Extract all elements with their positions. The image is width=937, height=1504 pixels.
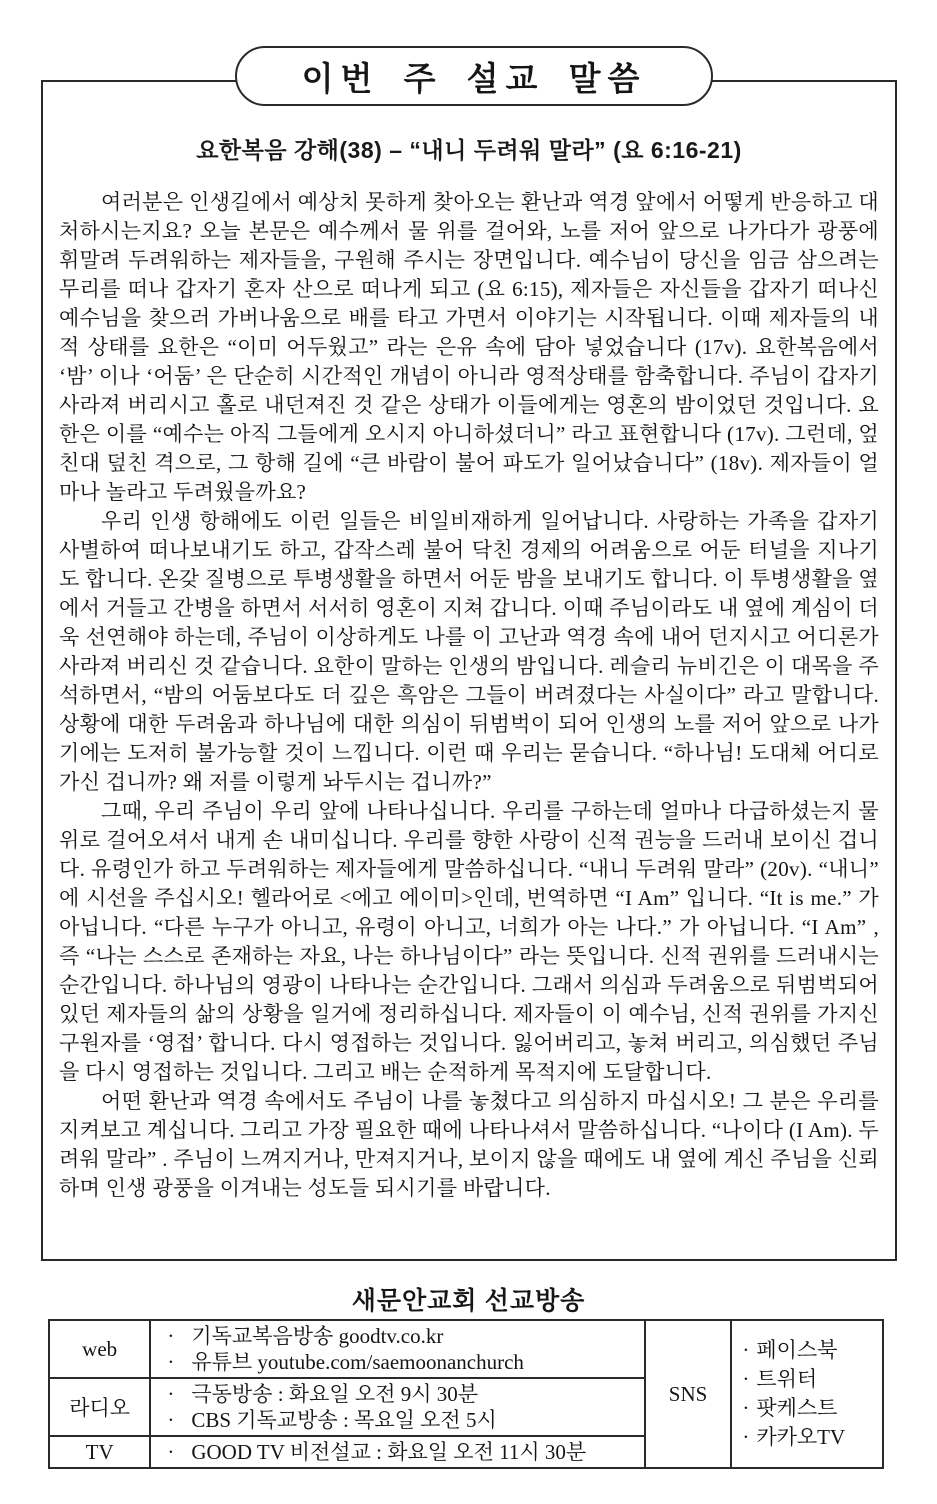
radio-item-febc: · 극동방송 : 화요일 오전 9시 30분 [163, 1381, 637, 1407]
web-row-label: web [49, 1320, 150, 1378]
tv-row-label: TV [49, 1436, 150, 1468]
web-item-youtube: · 유튜브 youtube.com/saemoonanchurch [163, 1349, 637, 1375]
tv-row-content [150, 1436, 644, 1468]
sermon-paragraph-2: 우리 인생 항해에도 이런 일들은 비일비재하게 일어납니다. 사랑하는 가족을 갑자기 사별하여 떠나보내기도 하고, 갑작스레 불어 닥친 경제의 어려움으로 어둔 터널을 지나기도 합니다. 온갖 질병으로 투병생활을 하면서 어둔 밤을 보내기도 합니다. 이 투병생활을 옆에서 거들고 간병을 하면서 서서히 영혼이 지쳐 갑니다. 이때 주님이라도 내 옆에 계심이 더욱 선연해야 하는데, 주님이 이상하게도 나를 이 고난과 역경 속에 내어 던지시고 어디론가 사라져 버리신 것 같습니다. 요한이 말하는 인생의 밤입니다. 레슬리 뉴비긴은 이 대목을 주석하면서, “밤의 어둠보다도 더 깊은 흑암은 그들이 버려졌다는 사실이다” 라고 말합니다. 상황에 대한 두려움과 하나님에 대한 의심이 뒤범벅이 되어 인생의 노를 저어 앞으로 나가기에는 도저히 불가능할 것이 느낍니다. 이런 때 우리는 묻습니다. “하나님! 도대체 어디로 가신 겁니까? 왜 저를 이렇게 놔두시는 겁니까?” [59, 509, 879, 794]
radio-row-label: 라디오 [49, 1378, 150, 1436]
sns-row-content [731, 1320, 883, 1468]
sns-row-label: SNS [645, 1320, 732, 1468]
table-row-web [49, 1320, 883, 1378]
sermon-body [59, 188, 879, 1203]
radio-item-cbs: · CBS 기독교방송 : 목요일 오전 5시 [163, 1407, 637, 1433]
web-row-content [150, 1320, 644, 1378]
header-title-pill [235, 46, 713, 106]
broadcast-section-title: 새문안교회 선교방송 [351, 1288, 586, 1315]
broadcast-table [48, 1319, 884, 1469]
radio-row-content [150, 1378, 644, 1436]
header-title: 이번 주 설교 말씀 [301, 59, 647, 97]
web-item-goodtv: · 기독교복음방송 goodtv.co.kr [163, 1323, 637, 1349]
tv-item-goodtv: · GOOD TV 비전설교 : 화요일 오전 11시 30분 [163, 1439, 637, 1465]
sns-item-facebook: · 페이스북 [742, 1336, 878, 1365]
sermon-subtitle: 요한복음 강해(38) – “내니 두려워 말라” (요 6:16-21) [196, 137, 742, 163]
sermon-paragraph-4: 어떤 환난과 역경 속에서도 주님이 나를 놓쳤다고 의심하지 마십시오! 그 분은 우리를 지켜보고 계십니다. 그리고 가장 필요한 때에 나타나셔서 말씀하십니다. “나이다 (I Am). 두려워 말라” . 주님이 느껴지거나, 만져지거나, 보이지 않을 때에도 내 옆에 계신 주님을 신뢰하며 인생 광풍을 이겨내는 성도들 되시기를 바랍니다. [59, 1089, 879, 1200]
sns-item-podcast: · 팟케스트 [742, 1394, 878, 1423]
sermon-paragraph-1: 여러분은 인생길에서 예상치 못하게 찾아오는 환난과 역경 앞에서 어떻게 반응하고 대처하시는지요? 오늘 본문은 예수께서 물 위를 걸어와, 노를 저어 앞으로 나가다가 광풍에 휘말려 두려워하는 제자들을, 구원해 주시는 장면입니다. 예수님이 당신을 임금 삼으려는 무리를 떠나 갑자기 혼자 산으로 떠나게 되고 (요 6:15), 제자들은 자신들을 갑자기 떠나신 예수님을 찾으러 가버나움으로 배를 타고 가면서 이야기는 시작됩니다. 이때 제자들의 내적 상태를 요한은 “이미 어두웠고” 라는 은유 속에 담아 넣었습니다 (17v). 요한복음에서 ‘밤’ 이나 ‘어둠’ 은 단순히 시간적인 개념이 아니라 영적상태를 함축합니다. 주님이 갑자기 사라져 버리시고 홀로 내던져진 것 같은 상태가 이들에게는 영혼의 밤이었던 것입니다. 요한은 이를 “예수는 아직 그들에게 오시지 아니하셨더니” 라고 표현합니다 (17v). 그런데, 엎친대 덮친 격으로, 그 항해 길에 “큰 바람이 불어 파도가 일어났습니다” (18v). 제자들이 얼마나 놀라고 두려웠을까요? [59, 190, 879, 504]
sns-item-twitter: · 트위터 [742, 1365, 878, 1394]
sermon-box [41, 80, 897, 1261]
sns-item-kakaotv: · 카카오TV [742, 1423, 878, 1452]
sermon-paragraph-3: 그때, 우리 주님이 우리 앞에 나타나십니다. 우리를 구하는데 얼마나 다급하셨는지 물 위로 걸어오셔서 내게 손 내미십니다. 우리를 향한 사랑이 신적 권능을 드러내 보이신 겁니다. 유령인가 하고 두려워하는 제자들에게 말씀하십니다. “내니 두려워 말라” (20v). “내니” 에 시선을 주십시오! 헬라어로 <에고 에이미>인데, 번역하면 “I Am” 입니다. “It is me.” 가 아닙니다. “다른 누구가 아니고, 유령이 아니고, 너희가 아는 나다.” 가 아닙니다. “I Am” , 즉 “나는 스스로 존재하는 자요, 나는 하나님이다” 라는 뜻입니다. 신적 권위를 드러내시는 순간입니다. 하나님의 영광이 나타나는 순간입니다. 그래서 의심과 두려움으로 뒤범벅되어 있던 제자들의 삶의 상황을 일거에 정리하십니다. 제자들이 이 예수님, 신적 권위를 가지신 구원자를 ‘영접’ 합니다. 다시 영접하는 것입니다. 잃어버리고, 놓쳐 버리고, 의심했던 주님을 다시 영접하는 것입니다. 그리고 배는 순적하게 목적지에 도달합니다. [59, 799, 879, 1084]
